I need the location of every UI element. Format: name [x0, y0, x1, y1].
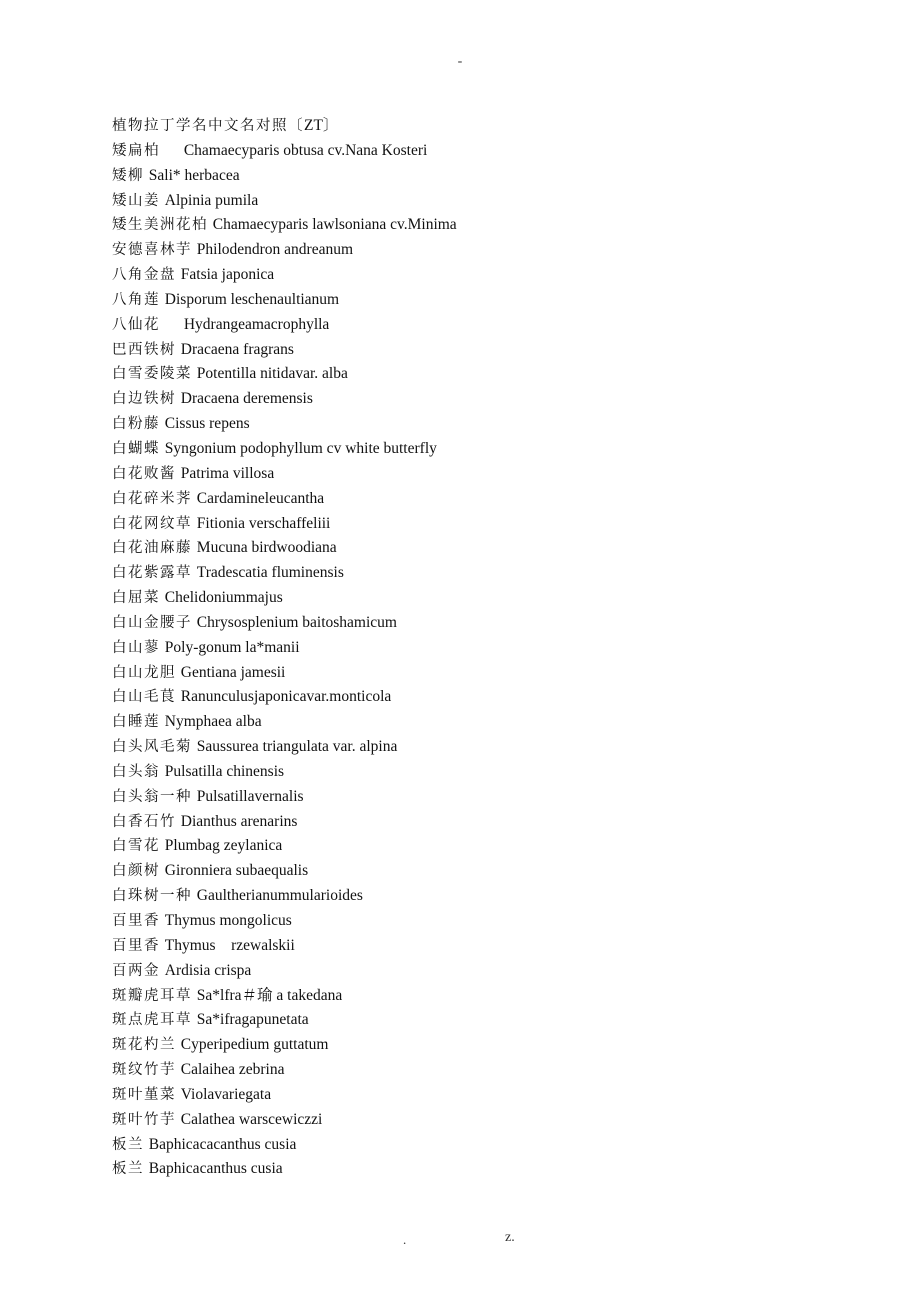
entry-chinese-name: 板兰: [112, 1136, 144, 1153]
entry-chinese-name: 白山金腰子: [112, 614, 192, 631]
entry-latin-name: Thymus rzewalskii: [164, 936, 295, 954]
entry-latin-name: Calaihea zebrina: [180, 1061, 285, 1079]
entry-chinese-name: 八仙花: [112, 316, 160, 333]
entry-chinese-name: 白花碎米荠: [112, 490, 192, 507]
entry-row: [112, 1107, 832, 1132]
entry-row: [112, 361, 832, 386]
entry-chinese-name: 白粉藤: [112, 416, 160, 433]
entry-row: [112, 163, 832, 188]
entry-latin-name: Mucuna birdwoodiana: [196, 539, 337, 557]
document-body: [112, 113, 832, 1181]
entry-chinese-name: 矮山姜: [112, 192, 160, 209]
entry-row: [112, 386, 832, 411]
entry-row: [112, 610, 832, 635]
entry-chinese-name: 百里香: [112, 913, 160, 929]
entry-row: [112, 1082, 832, 1107]
header-mark: -: [457, 54, 463, 69]
entry-latin-name: Thymus mongolicus: [164, 912, 292, 929]
entry-row: [112, 486, 832, 511]
entry-latin-name: Chamaecyparis obtusa cv.Nana Kosteri: [183, 141, 428, 159]
entry-chinese-name: 百两金: [112, 962, 160, 979]
entry-latin-name: Ranunculusjaponicavar.monticola: [180, 688, 392, 706]
entry-row: [112, 883, 832, 908]
entry-latin-name: Chamaecyparis lawlsoniana cv.Minima: [212, 216, 457, 234]
entry-separator: [160, 315, 184, 333]
entry-latin-name: Philodendron andreanum: [196, 241, 354, 259]
entry-chinese-name: 白蝴蝶: [112, 440, 160, 457]
entry-chinese-name: 白头风毛菊: [112, 739, 192, 756]
entry-latin-name: Saussurea triangulata var. alpina: [196, 738, 398, 756]
entry-latin-name: Gaultherianummularioides: [196, 887, 363, 905]
entry-row: [112, 560, 832, 585]
entry-row: [112, 660, 832, 685]
entry-latin-name: Alpinia pumila: [164, 191, 259, 209]
entry-chinese-name: 白边铁树: [112, 391, 176, 408]
entry-chinese-name: 矮柳: [112, 167, 144, 184]
entry-chinese-name: 白山龙胆: [112, 664, 176, 681]
footer-mark-right: z.: [505, 1230, 515, 1245]
entry-row: [112, 784, 832, 809]
entry-chinese-name: 斑花杓兰: [112, 1037, 176, 1054]
entry-row: [112, 983, 832, 1008]
entry-chinese-name: 巴西铁树: [112, 341, 176, 358]
entry-chinese-name: 白花败酱: [112, 465, 176, 482]
entry-chinese-name: 白头翁一种: [112, 788, 192, 805]
entry-row: [112, 635, 832, 660]
title-chinese: 植物拉丁学名中文名对照〔: [112, 118, 304, 134]
entry-chinese-name: 白屈菜: [112, 590, 160, 607]
entry-chinese-name: 白颜树: [112, 863, 160, 880]
entry-row: [112, 1007, 832, 1032]
entry-row: [112, 411, 832, 436]
entry-latin-name: Hydrangeamacrophylla: [183, 315, 330, 333]
entry-row: [112, 958, 832, 983]
entry-chinese-name: 板兰: [112, 1161, 144, 1178]
entry-chinese-name: 斑叶竹芋: [112, 1111, 176, 1128]
entry-latin-name: Fatsia japonica: [180, 266, 275, 284]
entry-latin-name: Dracaena fragrans: [180, 340, 294, 358]
document-title: [112, 113, 832, 138]
footer-mark-left: .: [403, 1232, 407, 1247]
entry-chinese-name: 安德喜林芋: [112, 242, 192, 259]
entry-latin-name: Chelidoniummajus: [164, 589, 283, 607]
entry-row: [112, 312, 832, 337]
entry-row: [112, 511, 832, 536]
entry-row: [112, 262, 832, 287]
entry-separator: [160, 141, 184, 159]
entry-latin-name: Baphicacanthus cusia: [148, 1160, 283, 1178]
entry-row: [112, 188, 832, 213]
entry-row: [112, 809, 832, 834]
entry-latin-name: Ardisia crispa: [164, 961, 252, 979]
entry-latin-name: Chrysosplenium baitoshamicum: [196, 613, 397, 631]
entry-chinese-name: 白山蓼: [112, 639, 160, 656]
entry-chinese-name: 白雪花: [112, 838, 160, 855]
entry-row: [112, 709, 832, 734]
entry-chinese-name: 白山毛茛: [112, 689, 176, 706]
entry-latin-name: Nymphaea alba: [164, 713, 262, 731]
entry-latin-name: Cardamineleucantha: [196, 489, 325, 507]
entry-latin-name: Gironniera subaequalis: [164, 862, 309, 880]
entry-latin-name: Poly-gonum la*manii: [164, 638, 300, 656]
entry-latin-name: Sa*lfra＃瑜 a takedana: [196, 986, 343, 1004]
entry-row: [112, 337, 832, 362]
entry-row: [112, 1132, 832, 1157]
entry-row: [112, 535, 832, 560]
entry-row: [112, 833, 832, 858]
entry-chinese-name: 白珠树一种: [112, 888, 192, 905]
entry-chinese-name: 白花网纹草: [112, 515, 192, 532]
entry-latin-name: Pulsatillavernalis: [196, 787, 304, 805]
entry-latin-name: Plumbag zeylanica: [164, 837, 283, 855]
entry-latin-name: Patrima villosa: [180, 464, 275, 482]
entry-row: [112, 1032, 832, 1057]
entry-chinese-name: 斑瓣虎耳草: [112, 987, 192, 1004]
entry-latin-name: Dianthus arenarins: [180, 812, 298, 830]
entry-row: [112, 436, 832, 461]
entry-chinese-name: 白头翁: [112, 763, 160, 780]
entry-chinese-name: 白雪委陵菜: [112, 366, 192, 383]
entry-chinese-name: 白香石竹: [112, 813, 176, 830]
entry-row: [112, 1057, 832, 1082]
entry-latin-name: Violavariegata: [180, 1085, 272, 1103]
entry-row: [112, 759, 832, 784]
entry-latin-name: Cyperipedium guttatum: [180, 1036, 329, 1054]
entry-latin-name: Sali* herbacea: [148, 166, 240, 184]
entry-latin-name: Sa*ifragapunetata: [196, 1011, 309, 1029]
entry-latin-name: Gentiana jamesii: [180, 663, 286, 681]
entry-chinese-name: 斑点虎耳草: [112, 1012, 192, 1029]
entry-row: [112, 933, 832, 958]
entry-row: [112, 734, 832, 759]
entry-row: [112, 212, 832, 237]
entry-chinese-name: 八角莲: [112, 291, 160, 308]
entry-latin-name: Disporum leschenaultianum: [164, 290, 340, 308]
entry-row: [112, 1156, 832, 1181]
entry-chinese-name: 白花油麻藤: [112, 540, 192, 557]
entry-row: [112, 237, 832, 262]
entry-row: [112, 138, 832, 163]
entry-chinese-name: 白花紫露草: [112, 565, 192, 582]
entry-latin-name: Pulsatilla chinensis: [164, 762, 285, 780]
entry-row: [112, 684, 832, 709]
entry-latin-name: Calathea warscewiczzi: [180, 1110, 323, 1128]
entry-chinese-name: 斑纹竹芋: [112, 1062, 176, 1079]
entry-latin-name: Cissus repens: [164, 415, 250, 433]
entry-latin-name: Fitionia verschaffeliii: [196, 514, 331, 532]
entry-chinese-name: 百里香: [112, 937, 160, 954]
entry-row: [112, 858, 832, 883]
entry-latin-name: Tradescatia fluminensis: [196, 564, 344, 582]
entry-row: [112, 461, 832, 486]
entry-row: [112, 585, 832, 610]
entry-chinese-name: 白睡莲: [112, 714, 160, 731]
entry-row: [112, 287, 832, 312]
entry-latin-name: Dracaena deremensis: [180, 390, 313, 408]
title-latin: ZT〕: [304, 117, 339, 134]
entry-row: [112, 908, 832, 933]
entry-chinese-name: 斑叶堇菜: [112, 1086, 176, 1103]
entry-list: [112, 138, 832, 1181]
entry-latin-name: Potentilla nitidavar. alba: [196, 365, 348, 383]
entry-latin-name: Syngonium podophyllum cv white butterfly: [164, 439, 437, 457]
entry-chinese-name: 矮生美洲花柏: [112, 217, 208, 234]
entry-chinese-name: 矮扁柏: [112, 142, 160, 159]
entry-chinese-name: 八角金盘: [112, 267, 176, 284]
entry-latin-name: Baphicacacanthus cusia: [148, 1135, 297, 1153]
